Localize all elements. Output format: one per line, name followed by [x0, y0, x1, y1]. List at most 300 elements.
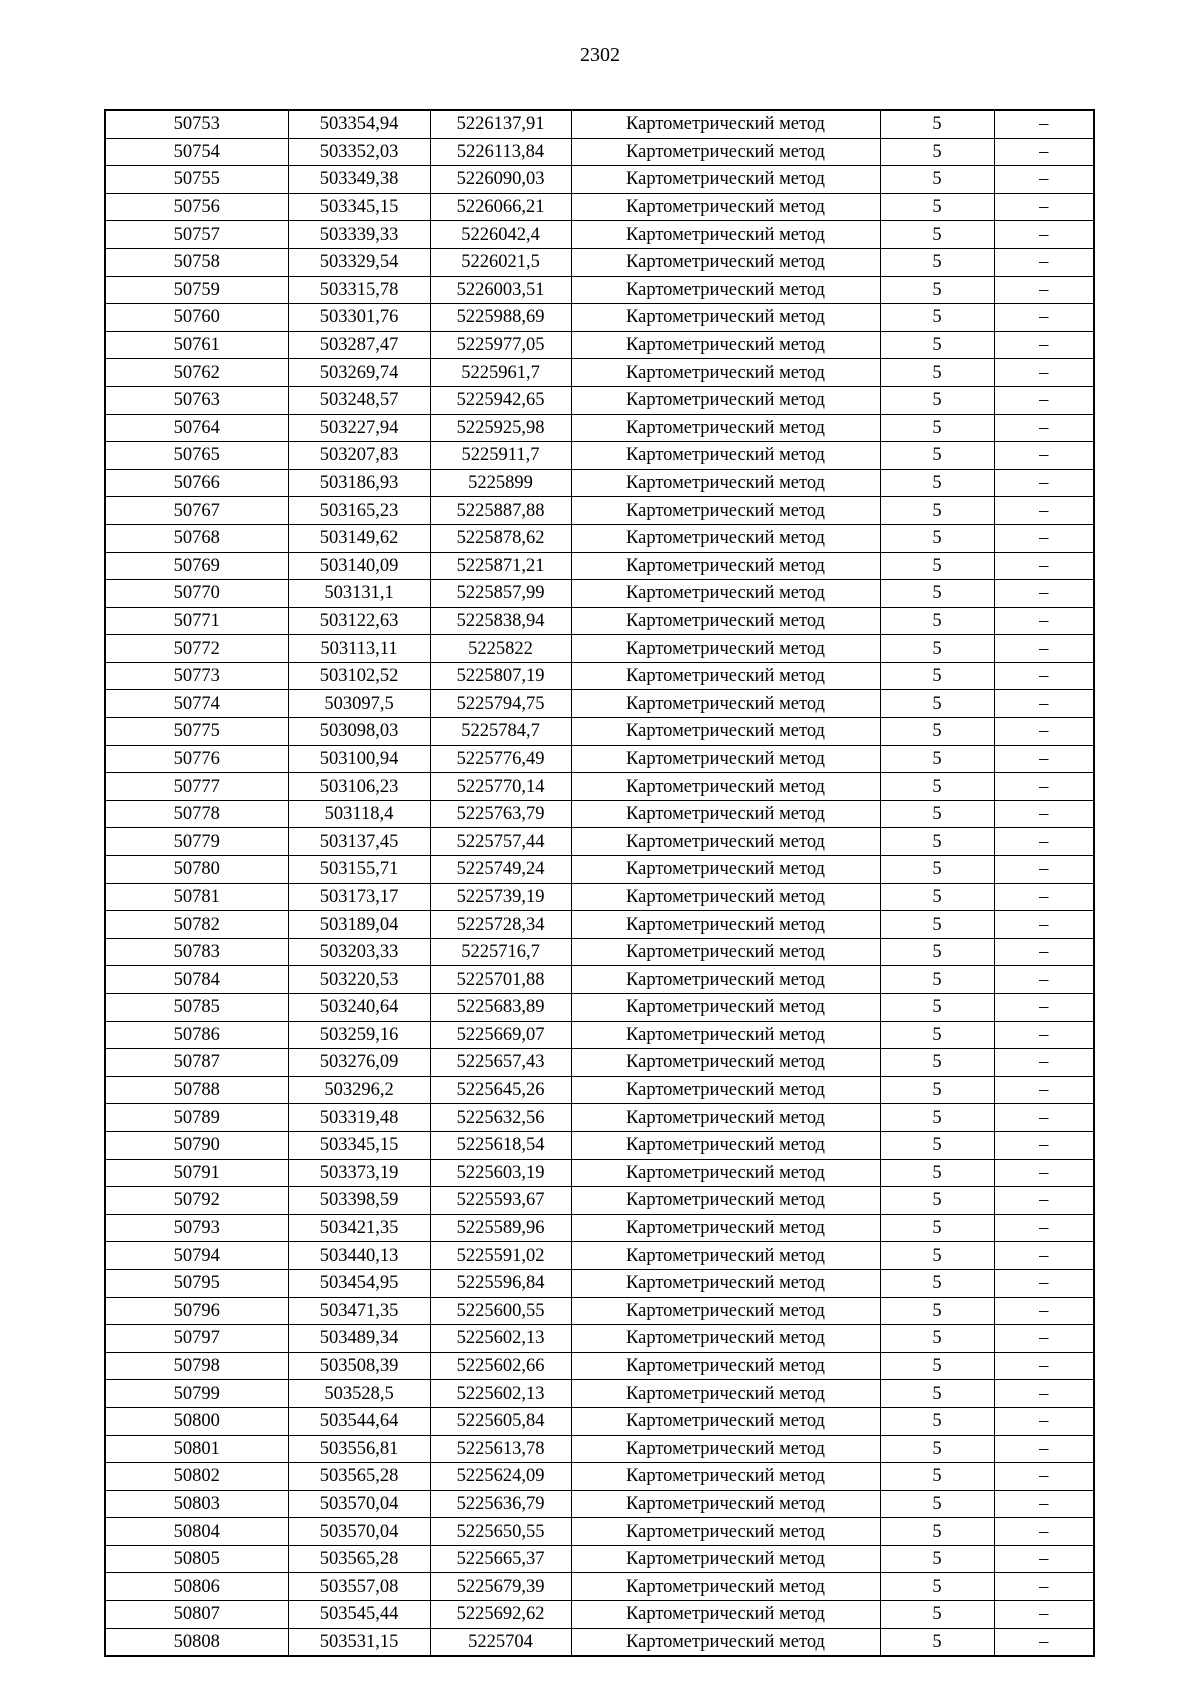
point-number-cell: 50775 — [105, 718, 288, 746]
method-cell: Картометрический метод — [571, 1242, 880, 1270]
table-row — [105, 552, 1094, 580]
y-coordinate-cell: 5225603,19 — [430, 1159, 571, 1187]
accuracy-cell: 5 — [880, 1601, 994, 1629]
method-cell: Картометрический метод — [571, 276, 880, 304]
point-number-cell: 50796 — [105, 1297, 288, 1325]
note-cell: – — [994, 662, 1094, 690]
method-cell: Картометрический метод — [571, 1518, 880, 1546]
x-coordinate-cell: 503203,33 — [288, 938, 430, 966]
point-number-cell: 50803 — [105, 1490, 288, 1518]
table-row — [105, 1545, 1094, 1573]
x-coordinate-cell: 503565,28 — [288, 1545, 430, 1573]
y-coordinate-cell: 5225602,66 — [430, 1352, 571, 1380]
x-coordinate-cell: 503100,94 — [288, 745, 430, 773]
accuracy-cell: 5 — [880, 386, 994, 414]
note-cell: – — [994, 1325, 1094, 1353]
table-row — [105, 1573, 1094, 1601]
table-row — [105, 304, 1094, 332]
x-coordinate-cell: 503155,71 — [288, 856, 430, 884]
accuracy-cell: 5 — [880, 1490, 994, 1518]
method-cell: Картометрический метод — [571, 800, 880, 828]
note-cell: – — [994, 718, 1094, 746]
y-coordinate-cell: 5225665,37 — [430, 1545, 571, 1573]
x-coordinate-cell: 503556,81 — [288, 1435, 430, 1463]
method-cell: Картометрический метод — [571, 359, 880, 387]
note-cell: – — [994, 1601, 1094, 1629]
point-number-cell: 50790 — [105, 1131, 288, 1159]
x-coordinate-cell: 503349,38 — [288, 166, 430, 194]
accuracy-cell: 5 — [880, 800, 994, 828]
note-cell: – — [994, 1545, 1094, 1573]
accuracy-cell: 5 — [880, 773, 994, 801]
accuracy-cell: 5 — [880, 110, 994, 138]
table-row — [105, 193, 1094, 221]
x-coordinate-cell: 503296,2 — [288, 1076, 430, 1104]
note-cell: – — [994, 193, 1094, 221]
accuracy-cell: 5 — [880, 966, 994, 994]
table-row — [105, 773, 1094, 801]
x-coordinate-cell: 503131,1 — [288, 580, 430, 608]
table-row — [105, 662, 1094, 690]
point-number-cell: 50773 — [105, 662, 288, 690]
method-cell: Картометрический метод — [571, 883, 880, 911]
note-cell: – — [994, 911, 1094, 939]
x-coordinate-cell: 503315,78 — [288, 276, 430, 304]
method-cell: Картометрический метод — [571, 856, 880, 884]
x-coordinate-cell: 503345,15 — [288, 193, 430, 221]
x-coordinate-cell: 503544,64 — [288, 1407, 430, 1435]
y-coordinate-cell: 5225636,79 — [430, 1490, 571, 1518]
y-coordinate-cell: 5225669,07 — [430, 1021, 571, 1049]
x-coordinate-cell: 503557,08 — [288, 1573, 430, 1601]
method-cell: Картометрический метод — [571, 442, 880, 470]
y-coordinate-cell: 5225770,14 — [430, 773, 571, 801]
method-cell: Картометрический метод — [571, 1628, 880, 1656]
method-cell: Картометрический метод — [571, 331, 880, 359]
accuracy-cell: 5 — [880, 607, 994, 635]
accuracy-cell: 5 — [880, 524, 994, 552]
method-cell: Картометрический метод — [571, 938, 880, 966]
accuracy-cell: 5 — [880, 1021, 994, 1049]
point-number-cell: 50785 — [105, 994, 288, 1022]
y-coordinate-cell: 5225716,7 — [430, 938, 571, 966]
y-coordinate-cell: 5225596,84 — [430, 1269, 571, 1297]
y-coordinate-cell: 5225591,02 — [430, 1242, 571, 1270]
accuracy-cell: 5 — [880, 552, 994, 580]
x-coordinate-cell: 503098,03 — [288, 718, 430, 746]
table-row — [105, 386, 1094, 414]
point-number-cell: 50757 — [105, 221, 288, 249]
table-row — [105, 331, 1094, 359]
x-coordinate-cell: 503113,11 — [288, 635, 430, 663]
table-row — [105, 138, 1094, 166]
x-coordinate-cell: 503329,54 — [288, 248, 430, 276]
note-cell: – — [994, 1490, 1094, 1518]
method-cell: Картометрический метод — [571, 1049, 880, 1077]
table-row — [105, 690, 1094, 718]
point-number-cell: 50753 — [105, 110, 288, 138]
page-number: 2302 — [580, 44, 620, 66]
table-row — [105, 359, 1094, 387]
y-coordinate-cell: 5225605,84 — [430, 1407, 571, 1435]
point-number-cell: 50781 — [105, 883, 288, 911]
x-coordinate-cell: 503531,15 — [288, 1628, 430, 1656]
note-cell: – — [994, 166, 1094, 194]
accuracy-cell: 5 — [880, 1104, 994, 1132]
method-cell: Картометрический метод — [571, 110, 880, 138]
x-coordinate-cell: 503287,47 — [288, 331, 430, 359]
y-coordinate-cell: 5225645,26 — [430, 1076, 571, 1104]
table-row — [105, 221, 1094, 249]
x-coordinate-cell: 503173,17 — [288, 883, 430, 911]
method-cell: Картометрический метод — [571, 524, 880, 552]
point-number-cell: 50804 — [105, 1518, 288, 1546]
accuracy-cell: 5 — [880, 1269, 994, 1297]
point-number-cell: 50767 — [105, 497, 288, 525]
accuracy-cell: 5 — [880, 1159, 994, 1187]
note-cell: – — [994, 248, 1094, 276]
x-coordinate-cell: 503240,64 — [288, 994, 430, 1022]
y-coordinate-cell: 5225942,65 — [430, 386, 571, 414]
method-cell: Картометрический метод — [571, 1159, 880, 1187]
table-row — [105, 497, 1094, 525]
table-row — [105, 442, 1094, 470]
note-cell: – — [994, 607, 1094, 635]
y-coordinate-cell: 5225961,7 — [430, 359, 571, 387]
point-number-cell: 50761 — [105, 331, 288, 359]
method-cell: Картометрический метод — [571, 193, 880, 221]
accuracy-cell: 5 — [880, 497, 994, 525]
note-cell: – — [994, 386, 1094, 414]
method-cell: Картометрический метод — [571, 1214, 880, 1242]
accuracy-cell: 5 — [880, 442, 994, 470]
accuracy-cell: 5 — [880, 1076, 994, 1104]
point-number-cell: 50756 — [105, 193, 288, 221]
note-cell: – — [994, 1297, 1094, 1325]
table-row — [105, 1407, 1094, 1435]
x-coordinate-cell: 503345,15 — [288, 1131, 430, 1159]
x-coordinate-cell: 503570,04 — [288, 1518, 430, 1546]
accuracy-cell: 5 — [880, 911, 994, 939]
note-cell: – — [994, 828, 1094, 856]
y-coordinate-cell: 5225613,78 — [430, 1435, 571, 1463]
x-coordinate-cell: 503259,16 — [288, 1021, 430, 1049]
x-coordinate-cell: 503186,93 — [288, 469, 430, 497]
accuracy-cell: 5 — [880, 745, 994, 773]
note-cell: – — [994, 1049, 1094, 1077]
method-cell: Картометрический метод — [571, 1490, 880, 1518]
accuracy-cell: 5 — [880, 1297, 994, 1325]
x-coordinate-cell: 503528,5 — [288, 1380, 430, 1408]
y-coordinate-cell: 5226090,03 — [430, 166, 571, 194]
point-number-cell: 50779 — [105, 828, 288, 856]
y-coordinate-cell: 5225794,75 — [430, 690, 571, 718]
x-coordinate-cell: 503570,04 — [288, 1490, 430, 1518]
y-coordinate-cell: 5225838,94 — [430, 607, 571, 635]
accuracy-cell: 5 — [880, 994, 994, 1022]
point-number-cell: 50754 — [105, 138, 288, 166]
accuracy-cell: 5 — [880, 1463, 994, 1491]
table-row — [105, 1187, 1094, 1215]
method-cell: Картометрический метод — [571, 580, 880, 608]
point-number-cell: 50770 — [105, 580, 288, 608]
x-coordinate-cell: 503097,5 — [288, 690, 430, 718]
y-coordinate-cell: 5225878,62 — [430, 524, 571, 552]
accuracy-cell: 5 — [880, 1049, 994, 1077]
table-row — [105, 938, 1094, 966]
y-coordinate-cell: 5225618,54 — [430, 1131, 571, 1159]
method-cell: Картометрический метод — [571, 745, 880, 773]
note-cell: – — [994, 524, 1094, 552]
x-coordinate-cell: 503269,74 — [288, 359, 430, 387]
method-cell: Картометрический метод — [571, 662, 880, 690]
method-cell: Картометрический метод — [571, 994, 880, 1022]
table-row — [105, 1021, 1094, 1049]
point-number-cell: 50783 — [105, 938, 288, 966]
note-cell: – — [994, 304, 1094, 332]
method-cell: Картометрический метод — [571, 166, 880, 194]
method-cell: Картометрический метод — [571, 1325, 880, 1353]
x-coordinate-cell: 503373,19 — [288, 1159, 430, 1187]
accuracy-cell: 5 — [880, 1214, 994, 1242]
x-coordinate-cell: 503508,39 — [288, 1352, 430, 1380]
y-coordinate-cell: 5225728,34 — [430, 911, 571, 939]
note-cell: – — [994, 1518, 1094, 1546]
y-coordinate-cell: 5225701,88 — [430, 966, 571, 994]
x-coordinate-cell: 503137,45 — [288, 828, 430, 856]
method-cell: Картометрический метод — [571, 690, 880, 718]
table-row — [105, 1463, 1094, 1491]
point-number-cell: 50797 — [105, 1325, 288, 1353]
table-row — [105, 1104, 1094, 1132]
table-row — [105, 994, 1094, 1022]
note-cell: – — [994, 552, 1094, 580]
x-coordinate-cell: 503122,63 — [288, 607, 430, 635]
point-number-cell: 50772 — [105, 635, 288, 663]
y-coordinate-cell: 5225602,13 — [430, 1380, 571, 1408]
note-cell: – — [994, 1021, 1094, 1049]
note-cell: – — [994, 1269, 1094, 1297]
y-coordinate-cell: 5226042,4 — [430, 221, 571, 249]
table-row — [105, 800, 1094, 828]
note-cell: – — [994, 800, 1094, 828]
point-number-cell: 50763 — [105, 386, 288, 414]
point-number-cell: 50801 — [105, 1435, 288, 1463]
method-cell: Картометрический метод — [571, 552, 880, 580]
table-row — [105, 911, 1094, 939]
note-cell: – — [994, 1159, 1094, 1187]
method-cell: Картометрический метод — [571, 828, 880, 856]
note-cell: – — [994, 580, 1094, 608]
note-cell: – — [994, 690, 1094, 718]
y-coordinate-cell: 5226066,21 — [430, 193, 571, 221]
note-cell: – — [994, 1104, 1094, 1132]
x-coordinate-cell: 503149,62 — [288, 524, 430, 552]
note-cell: – — [994, 359, 1094, 387]
x-coordinate-cell: 503454,95 — [288, 1269, 430, 1297]
note-cell: – — [994, 1214, 1094, 1242]
note-cell: – — [994, 1573, 1094, 1601]
point-number-cell: 50755 — [105, 166, 288, 194]
note-cell: – — [994, 1435, 1094, 1463]
table-row — [105, 1325, 1094, 1353]
y-coordinate-cell: 5225679,39 — [430, 1573, 571, 1601]
y-coordinate-cell: 5225757,44 — [430, 828, 571, 856]
accuracy-cell: 5 — [880, 304, 994, 332]
table-row — [105, 1297, 1094, 1325]
note-cell: – — [994, 414, 1094, 442]
x-coordinate-cell: 503140,09 — [288, 552, 430, 580]
x-coordinate-cell: 503220,53 — [288, 966, 430, 994]
x-coordinate-cell: 503489,34 — [288, 1325, 430, 1353]
method-cell: Картометрический метод — [571, 1380, 880, 1408]
accuracy-cell: 5 — [880, 276, 994, 304]
point-number-cell: 50802 — [105, 1463, 288, 1491]
accuracy-cell: 5 — [880, 718, 994, 746]
y-coordinate-cell: 5225857,99 — [430, 580, 571, 608]
accuracy-cell: 5 — [880, 1573, 994, 1601]
accuracy-cell: 5 — [880, 138, 994, 166]
accuracy-cell: 5 — [880, 1435, 994, 1463]
point-number-cell: 50766 — [105, 469, 288, 497]
method-cell: Картометрический метод — [571, 1352, 880, 1380]
note-cell: – — [994, 1131, 1094, 1159]
table-row — [105, 1242, 1094, 1270]
method-cell: Картометрический метод — [571, 635, 880, 663]
table-row — [105, 1518, 1094, 1546]
method-cell: Картометрический метод — [571, 304, 880, 332]
table-row — [105, 1380, 1094, 1408]
x-coordinate-cell: 503102,52 — [288, 662, 430, 690]
note-cell: – — [994, 635, 1094, 663]
table-row — [105, 166, 1094, 194]
y-coordinate-cell: 5226137,91 — [430, 110, 571, 138]
point-number-cell: 50778 — [105, 800, 288, 828]
table-row — [105, 883, 1094, 911]
x-coordinate-cell: 503440,13 — [288, 1242, 430, 1270]
x-coordinate-cell: 503248,57 — [288, 386, 430, 414]
y-coordinate-cell: 5225593,67 — [430, 1187, 571, 1215]
note-cell: – — [994, 773, 1094, 801]
point-number-cell: 50774 — [105, 690, 288, 718]
table-row — [105, 1269, 1094, 1297]
point-number-cell: 50788 — [105, 1076, 288, 1104]
accuracy-cell: 5 — [880, 1518, 994, 1546]
accuracy-cell: 5 — [880, 856, 994, 884]
y-coordinate-cell: 5225749,24 — [430, 856, 571, 884]
point-number-cell: 50784 — [105, 966, 288, 994]
method-cell: Картометрический метод — [571, 1104, 880, 1132]
method-cell: Картометрический метод — [571, 1545, 880, 1573]
method-cell: Картометрический метод — [571, 607, 880, 635]
accuracy-cell: 5 — [880, 690, 994, 718]
accuracy-cell: 5 — [880, 221, 994, 249]
table-row — [105, 580, 1094, 608]
note-cell: – — [994, 1407, 1094, 1435]
note-cell: – — [994, 883, 1094, 911]
point-number-cell: 50805 — [105, 1545, 288, 1573]
table-row — [105, 524, 1094, 552]
x-coordinate-cell: 503276,09 — [288, 1049, 430, 1077]
point-number-cell: 50806 — [105, 1573, 288, 1601]
method-cell: Картометрический метод — [571, 1297, 880, 1325]
table-body — [105, 110, 1094, 1656]
accuracy-cell: 5 — [880, 828, 994, 856]
y-coordinate-cell: 5225632,56 — [430, 1104, 571, 1132]
point-number-cell: 50786 — [105, 1021, 288, 1049]
note-cell: – — [994, 497, 1094, 525]
table-row — [105, 1435, 1094, 1463]
y-coordinate-cell: 5225899 — [430, 469, 571, 497]
table-row — [105, 1214, 1094, 1242]
y-coordinate-cell: 5225784,7 — [430, 718, 571, 746]
table-row — [105, 1049, 1094, 1077]
table-row — [105, 1131, 1094, 1159]
accuracy-cell: 5 — [880, 1352, 994, 1380]
y-coordinate-cell: 5225871,21 — [430, 552, 571, 580]
method-cell: Картометрический метод — [571, 1407, 880, 1435]
method-cell: Картометрический метод — [571, 966, 880, 994]
method-cell: Картометрический метод — [571, 497, 880, 525]
note-cell: – — [994, 221, 1094, 249]
point-number-cell: 50780 — [105, 856, 288, 884]
note-cell: – — [994, 1352, 1094, 1380]
table-row — [105, 856, 1094, 884]
accuracy-cell: 5 — [880, 1187, 994, 1215]
point-number-cell: 50800 — [105, 1407, 288, 1435]
y-coordinate-cell: 5225739,19 — [430, 883, 571, 911]
y-coordinate-cell: 5225807,19 — [430, 662, 571, 690]
point-number-cell: 50794 — [105, 1242, 288, 1270]
accuracy-cell: 5 — [880, 414, 994, 442]
accuracy-cell: 5 — [880, 883, 994, 911]
note-cell: – — [994, 1076, 1094, 1104]
accuracy-cell: 5 — [880, 1131, 994, 1159]
method-cell: Картометрический метод — [571, 911, 880, 939]
method-cell: Картометрический метод — [571, 1463, 880, 1491]
coordinates-table — [104, 109, 1095, 1657]
note-cell: – — [994, 1380, 1094, 1408]
point-number-cell: 50799 — [105, 1380, 288, 1408]
table-row — [105, 414, 1094, 442]
y-coordinate-cell: 5225704 — [430, 1628, 571, 1656]
y-coordinate-cell: 5225887,88 — [430, 497, 571, 525]
y-coordinate-cell: 5225776,49 — [430, 745, 571, 773]
point-number-cell: 50762 — [105, 359, 288, 387]
method-cell: Картометрический метод — [571, 1435, 880, 1463]
point-number-cell: 50769 — [105, 552, 288, 580]
point-number-cell: 50792 — [105, 1187, 288, 1215]
method-cell: Картометрический метод — [571, 1601, 880, 1629]
table-row — [105, 718, 1094, 746]
x-coordinate-cell: 503165,23 — [288, 497, 430, 525]
point-number-cell: 50791 — [105, 1159, 288, 1187]
x-coordinate-cell: 503106,23 — [288, 773, 430, 801]
method-cell: Картометрический метод — [571, 469, 880, 497]
method-cell: Картометрический метод — [571, 773, 880, 801]
note-cell: – — [994, 1463, 1094, 1491]
x-coordinate-cell: 503227,94 — [288, 414, 430, 442]
y-coordinate-cell: 5225925,98 — [430, 414, 571, 442]
y-coordinate-cell: 5226003,51 — [430, 276, 571, 304]
table-row — [105, 469, 1094, 497]
x-coordinate-cell: 503421,35 — [288, 1214, 430, 1242]
note-cell: – — [994, 745, 1094, 773]
point-number-cell: 50768 — [105, 524, 288, 552]
point-number-cell: 50787 — [105, 1049, 288, 1077]
y-coordinate-cell: 5225602,13 — [430, 1325, 571, 1353]
x-coordinate-cell: 503398,59 — [288, 1187, 430, 1215]
